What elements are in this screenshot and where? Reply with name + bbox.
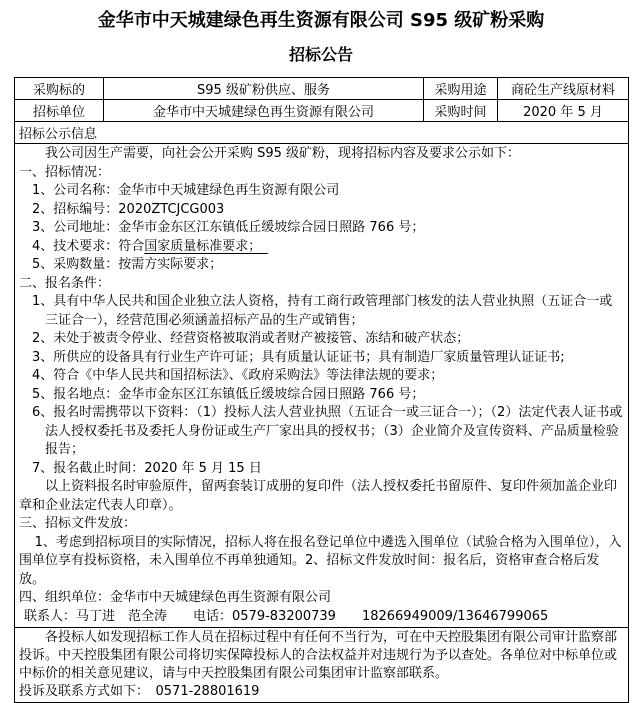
- table-row-subject: [15, 78, 629, 100]
- sec1-item-procurement-quantity: 5、采购数量：按需方实际要求；: [32, 257, 223, 272]
- sec2-note-original-documents: 以上资料报名时审验原件，留两套装订成册的复印件（法人授权委托书留原件、复印件须加盖企业印章和企业法定代表人印章）。: [19, 479, 618, 513]
- value-tender-unit: 金华市中天城建绿色再生资源有限公司: [104, 100, 424, 122]
- section-2-title: 二、报名条件：: [19, 275, 111, 291]
- sec2-item-legal-person-qualification: 1、具有中华人民共和国企业独立法人资格，持有工商行政管理部门核发的法人营业执照（五证合一或三证合一），经营范围必须涵盖招标产品的生产或销售；: [32, 294, 613, 328]
- sec1-item-tender-number: 2、招标编号：2020ZTCJCG003: [32, 201, 225, 217]
- sec3-item-document-distribution: 1、考虑到招标项目的实际情况，招标人将在报名登记单位中遴选入围单位（试验合格为入围单位），入围单位享有投标资格，未入围单位不再单独通知。2、招标文件发放时间：报名后，资格审查合格后发放。: [19, 534, 622, 587]
- section-3-title: 三、招标文件发放：: [19, 516, 137, 531]
- contact-persons-line: 联系人：马丁进 范全涛 电话：0579-83200739 18266949009/13646799065: [24, 608, 549, 624]
- tech-requirement-prefix: 4、技术要求：符合: [32, 238, 145, 254]
- intro-paragraph: 我公司因生产需要，向社会公开采购 S95 级矿粉，现将招标内容及要求公示如下：: [45, 146, 521, 161]
- sec2-item-law-compliance: 4、符合《中华人民共和国招标法》、《政府采购法》等法律法规的要求；: [32, 368, 444, 383]
- complaint-cell: [15, 628, 629, 703]
- announcement-body-cell: [15, 144, 629, 628]
- value-procurement-subject: S95 级矿粉供应、服务: [104, 78, 424, 100]
- section-4-title: 四、组织单位：金华市中天城建绿色再生资源有限公司: [19, 590, 332, 605]
- sec2-item-registration-place: 5、报名地点：金华市金东区江东镇低丘缓坡综合园日照路 766 号；: [32, 386, 425, 402]
- sec2-item-operating-status: 2、未处于被责令停业、经营资格被取消或者财产被接管、冻结和破产状态；: [32, 331, 470, 346]
- sec2-item-registration-deadline: 7、报名截止时间：2020 年 5 月 15 日: [32, 460, 262, 476]
- sec2-item-required-materials: 6、报名时需携带以下资料：（1）投标人法人营业执照（五证合一或三证合一）；（2）法定代表人证书或法人授权委托书及委托人身份证或生产厂家出具的授权书；（3）企业简介及宣传资料、产品质量检验报告；: [32, 405, 623, 457]
- section-1-title: 一、招标情况：: [19, 164, 111, 180]
- document-subtitle: 招标公告: [288, 45, 353, 64]
- document-title: 金华市中天城建绿色再生资源有限公司 S95 级矿粉采购: [97, 10, 545, 31]
- label-procurement-time: 采购时间: [424, 100, 498, 122]
- table-row-tenderer: [15, 100, 629, 122]
- tech-requirement-underlined: 国家质量标准要求；: [144, 238, 268, 254]
- sec2-item-certificates: 3、所供应的设备具有行业生产许可证；具有质量认证证书；具有制造厂家质量管理认证证书;: [32, 349, 565, 365]
- value-procurement-use: 商砼生产线原材料: [498, 78, 629, 100]
- table-row-complaint: [15, 628, 629, 703]
- label-procurement-subject: 采购标的: [15, 78, 104, 100]
- sec1-item-technical-requirements: [19, 238, 624, 257]
- sec1-item-company-address: 3、公司地址：金华市金东区江东镇低丘缓坡综合园日照路 766 号；: [32, 220, 425, 235]
- value-procurement-time: 2020 年 5 月: [498, 100, 629, 122]
- sec1-item-company-name: 1、公司名称：金华市中天城建绿色再生资源有限公司: [32, 183, 340, 198]
- complaint-paragraph: 各投标人如发现招标工作人员在招标过程中有任何不当行为，可在中天控股集团有限公司审计监察部投诉。中天控股集团有限公司将切实保障投标人的合法权益并对违规行为予以查处。各单位对中标单位或中标价的相关意见建议，请与中天控股集团有限公司集团审计监察部联系。: [19, 630, 618, 681]
- complaint-contact-line: 投诉及联系方式如下： 0571-28801619: [19, 684, 260, 699]
- announcement-info-header: 招标公示信息: [15, 122, 629, 144]
- label-tender-unit: 招标单位: [15, 100, 104, 122]
- tender-announcement-table: [14, 77, 629, 703]
- label-procurement-use: 采购用途: [424, 78, 498, 100]
- table-row-section-header: [15, 122, 629, 144]
- table-row-announcement-body: [15, 144, 629, 628]
